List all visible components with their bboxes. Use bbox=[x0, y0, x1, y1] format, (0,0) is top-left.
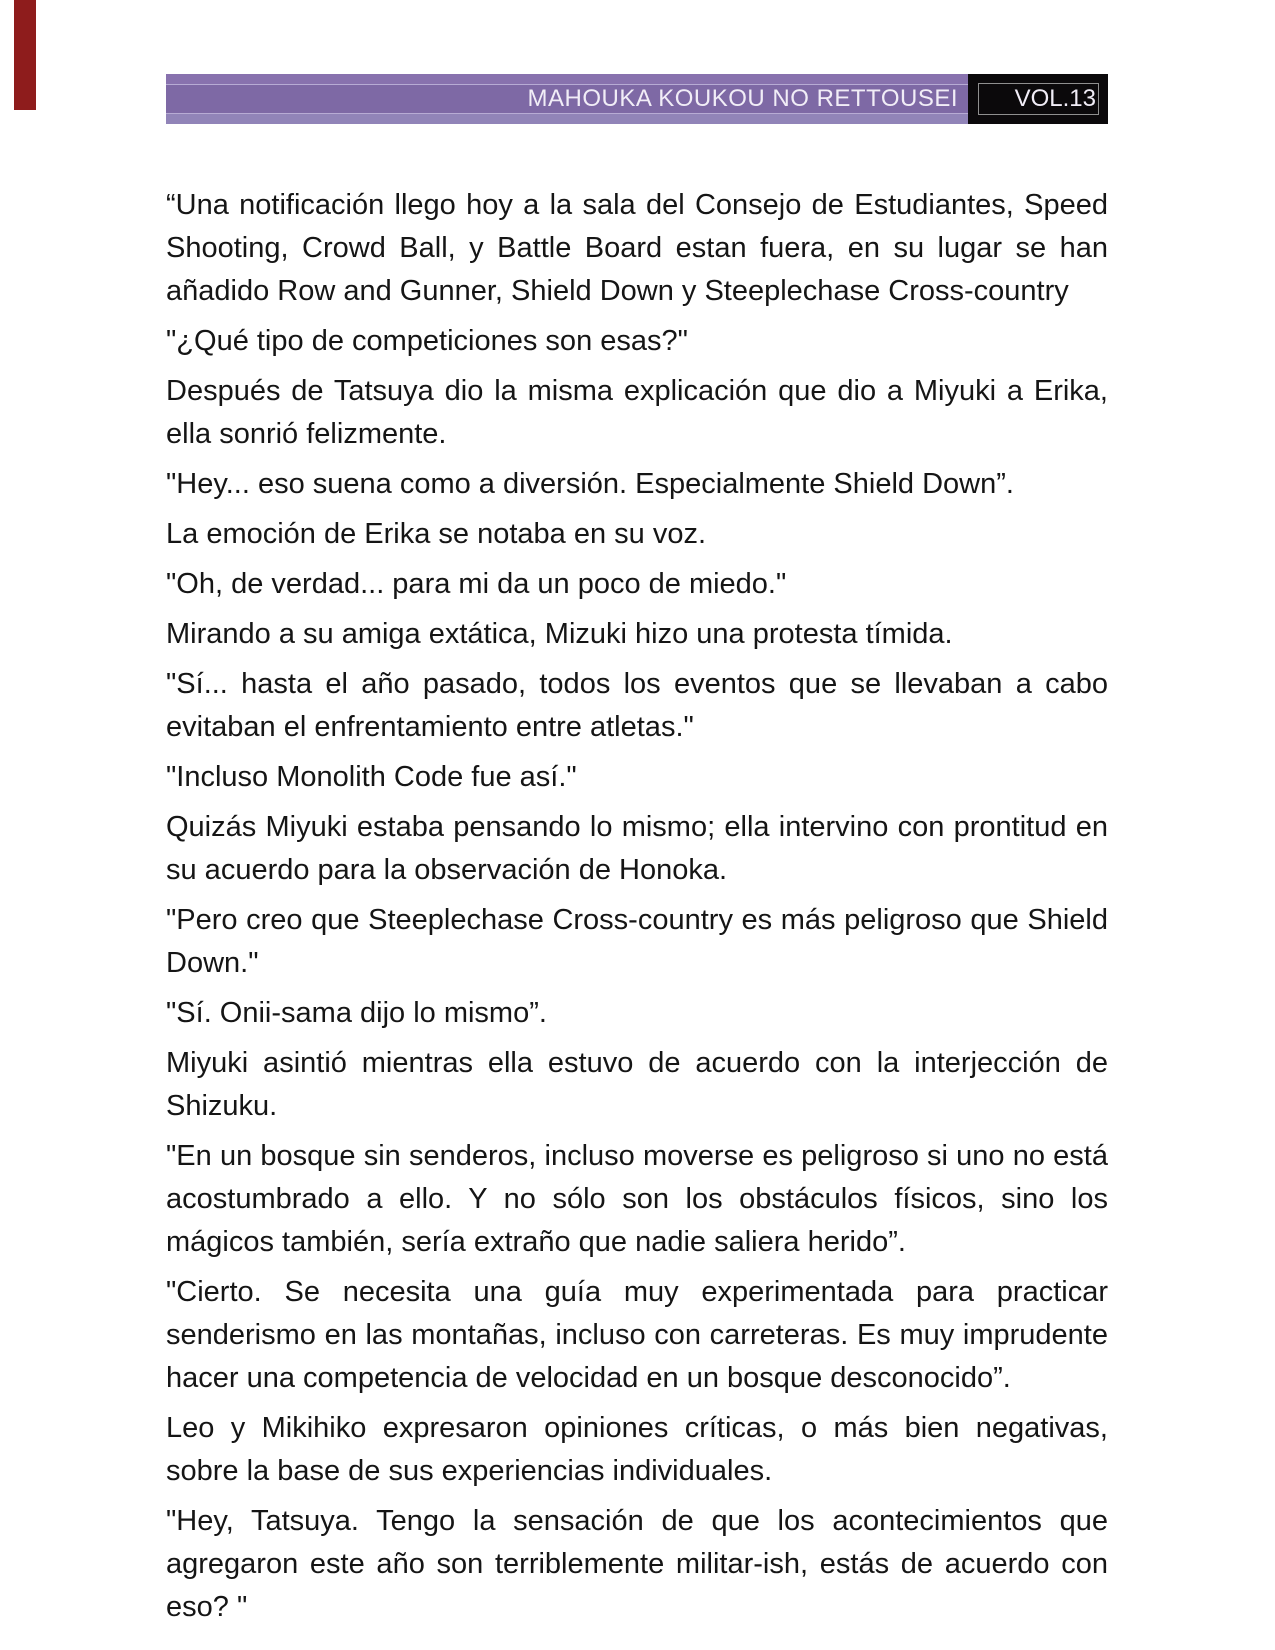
volume-label: VOL.13 bbox=[1014, 85, 1096, 112]
paragraph: “Una notificación llego hoy a la sala del Consejo de Estudiantes, Speed Shooting, Crowd Ball, y Battle Board estan fuera, en su lugar se han añadido Row and Gunner, Shield Down y Steeplechase Cross-country bbox=[166, 189, 1108, 307]
paragraph: "Hey... eso suena como a diversión. Especialmente Shield Down”. bbox=[166, 468, 1014, 500]
bookmark-ribbon bbox=[14, 0, 36, 110]
paragraph: "Oh, de verdad... para mi da un poco de miedo." bbox=[166, 568, 787, 600]
paragraph: "¿Qué tipo de competiciones son esas?" bbox=[166, 325, 688, 357]
volume-box bbox=[968, 74, 1108, 124]
paragraph: "Sí... hasta el año pasado, todos los eventos que se llevaban a cabo evitaban el enfrentamiento entre atletas." bbox=[166, 668, 1108, 743]
paragraph: "Cierto. Se necesita una guía muy experimentada para practicar senderismo en las montañas, incluso con carreteras. Es muy imprudente hacer una competencia de velocidad en un bosque desconocido”. bbox=[166, 1276, 1108, 1394]
paragraph: Miyuki asintió mientras ella estuvo de acuerdo con la interjección de Shizuku. bbox=[166, 1047, 1108, 1122]
paragraph: "En un bosque sin senderos, incluso moverse es peligroso si uno no está acostumbrado a ello. Y no sólo son los obstáculos físicos, sino los mágicos también, sería extraño que nadie saliera herido”. bbox=[166, 1140, 1108, 1258]
paragraph: Después de Tatsuya dio la misma explicación que dio a Miyuki a Erika, ella sonrió felizmente. bbox=[166, 375, 1108, 450]
paragraph: Quizás Miyuki estaba pensando lo mismo; ella intervino con prontitud en su acuerdo para la observación de Honoka. bbox=[166, 811, 1108, 886]
document-body bbox=[166, 184, 1108, 1636]
paragraph: Mirando a su amiga extática, Mizuki hizo una protesta tímida. bbox=[166, 618, 953, 650]
volume-inner-frame bbox=[978, 83, 1099, 115]
paragraph: "Pero creo que Steeplechase Cross-country es más peligroso que Shield Down." bbox=[166, 904, 1108, 979]
header-bar bbox=[166, 74, 1108, 124]
paragraph: "Sí. Onii-sama dijo lo mismo”. bbox=[166, 997, 547, 1029]
header-title: MAHOUKA KOUKOU NO RETTOUSEI bbox=[527, 85, 958, 112]
paragraph: "Incluso Monolith Code fue así." bbox=[166, 761, 577, 793]
paragraph: La emoción de Erika se notaba en su voz. bbox=[166, 518, 707, 550]
paragraph: "Hey, Tatsuya. Tengo la sensación de que los acontecimientos que agregaron este año son terriblemente militar-ish, estás de acuerdo con eso? " bbox=[166, 1505, 1108, 1623]
paragraph: Leo y Mikihiko expresaron opiniones críticas, o más bien negativas, sobre la base de sus experiencias individuales. bbox=[166, 1412, 1108, 1487]
